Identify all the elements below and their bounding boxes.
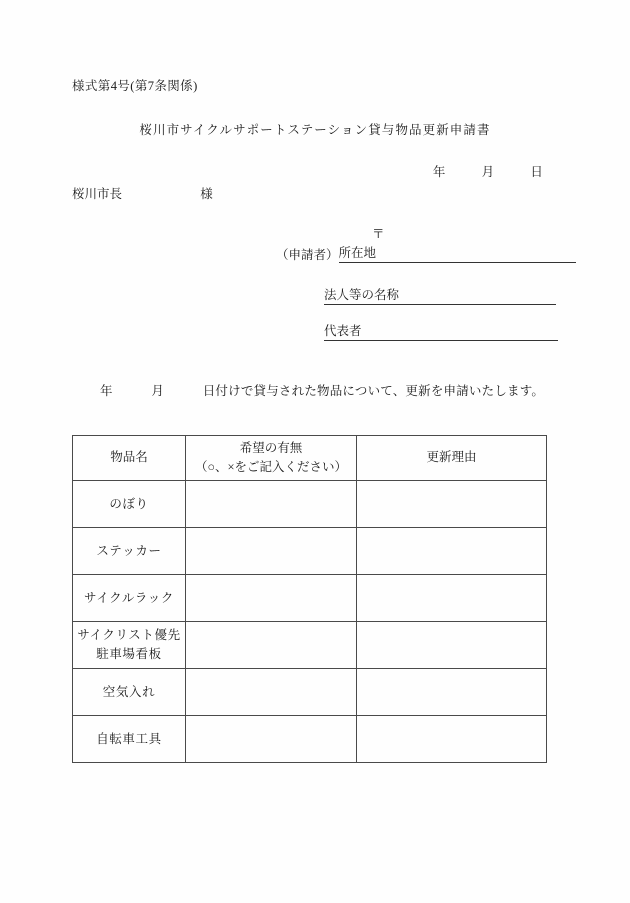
date-line — [0, 162, 558, 180]
table-header-row — [73, 436, 547, 481]
postal-mark-icon: 〒 — [372, 227, 385, 241]
table-row — [73, 716, 547, 763]
row-reason-cell[interactable] — [357, 622, 547, 669]
row-item-name-line1: ステッカー — [96, 543, 162, 558]
header-request-line1: 希望の有無 — [239, 440, 303, 455]
header-reason: 更新理由 — [357, 436, 547, 481]
row-item-name-line1: サイクリスト優先 — [77, 628, 181, 643]
row-request-cell[interactable] — [186, 575, 357, 622]
row-item-name — [73, 575, 186, 622]
row-request-cell[interactable] — [186, 528, 357, 575]
row-reason-cell[interactable] — [357, 669, 547, 716]
applicant-representative-row — [324, 321, 558, 341]
form-number: 様式第4号(第7条関係) — [72, 79, 198, 93]
table-row — [73, 575, 547, 622]
body-year-label: 年 — [100, 384, 113, 398]
body-month-label: 月 — [151, 384, 165, 398]
header-request-line2: （○、×をご記入ください） — [194, 460, 348, 474]
addressee — [72, 184, 213, 202]
addressee-name: 桜川市長 — [72, 187, 123, 201]
applicant-address-input[interactable] — [376, 249, 576, 263]
date-month-label: 月 — [481, 165, 495, 179]
row-request-cell[interactable] — [186, 481, 357, 528]
row-request-cell[interactable] — [186, 716, 357, 763]
row-item-name-line1: サイクルラック — [84, 590, 174, 605]
applicant-representative-label: 代表者 — [324, 321, 362, 341]
row-item-name — [73, 481, 186, 528]
applicant-organization-row — [324, 285, 556, 305]
row-request-cell[interactable] — [186, 669, 357, 716]
date-year-label: 年 — [432, 165, 446, 179]
table-row — [73, 669, 547, 716]
row-request-cell[interactable] — [186, 622, 357, 669]
header-item-name: 物品名 — [73, 436, 186, 481]
document-title: 桜川市サイクルサポートステーション貸与物品更新申請書 — [139, 123, 491, 137]
row-reason-cell[interactable] — [357, 481, 547, 528]
row-reason-cell[interactable] — [357, 575, 547, 622]
row-item-name-line2: 駐車場看板 — [96, 647, 162, 661]
body-text: 日付けで貸与された物品について、更新を申請いたします。 — [202, 384, 545, 398]
row-item-name — [73, 622, 186, 669]
row-item-name-line1: のぼり — [109, 496, 149, 511]
addressee-honorific: 様 — [200, 187, 213, 201]
row-item-name-line1: 自転車工具 — [96, 731, 162, 746]
row-reason-cell[interactable] — [357, 716, 547, 763]
applicant-prefix: （申請者） — [276, 248, 339, 262]
applicant-organization-label: 法人等の名称 — [324, 285, 399, 305]
row-item-name — [73, 669, 186, 716]
table-row — [73, 481, 547, 528]
row-item-name — [73, 716, 186, 763]
table-row — [73, 528, 547, 575]
body-sentence — [100, 381, 544, 399]
applicant-address-row — [276, 243, 576, 263]
applicant-representative-input[interactable] — [362, 327, 558, 341]
row-reason-cell[interactable] — [357, 528, 547, 575]
date-day-label: 日 — [530, 165, 543, 179]
applicant-organization-input[interactable] — [399, 291, 556, 305]
items-table — [72, 435, 547, 763]
row-item-name-line1: 空気入れ — [102, 684, 156, 699]
header-request — [186, 436, 357, 481]
applicant-address-label: 所在地 — [339, 243, 377, 263]
table-row — [73, 622, 547, 669]
row-item-name — [73, 528, 186, 575]
